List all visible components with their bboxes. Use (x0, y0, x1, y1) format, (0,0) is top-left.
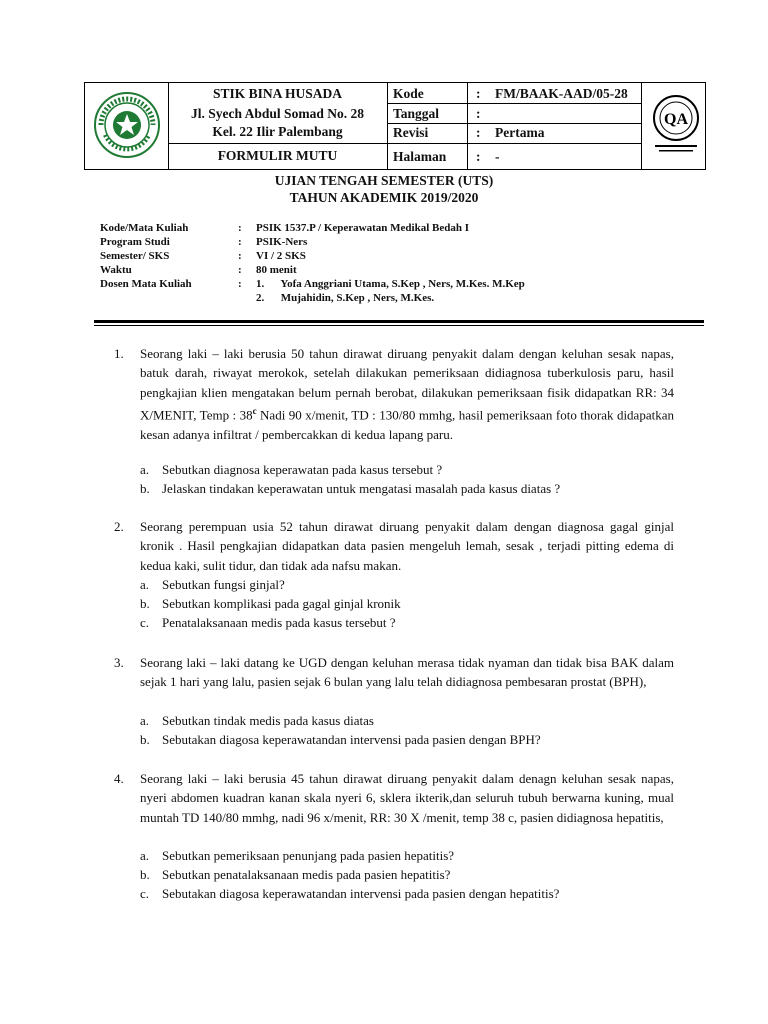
sub-question: a. Sebutkan fungsi ginjal? (140, 577, 285, 592)
info-label: Semester/ SKS (100, 250, 170, 262)
sub-question: c. Penatalaksanaan medis pada kasus tersebut ? (140, 615, 396, 630)
separator-thick (94, 320, 704, 323)
sub-question: b. Sebutkan komplikasi pada gagal ginjal kronik (140, 596, 401, 611)
question-1 (114, 344, 674, 504)
sub-question: b. Jelaskan tindakan keperawatan untuk mengatasi masalah pada kasus diatas ? (140, 481, 561, 496)
question-number: 1. (114, 346, 124, 361)
info-value: PSIK 1537.P / Keperawatan Medikal Bedah I (256, 222, 469, 234)
question-text: Seorang laki – laki datang ke UGD dengan keluhan merasa tidak nyaman dan tidak bisa BAK dalam sejak 1 hari yang lalu, pasien sejak 6 bulan yang lalu telah didiagnosa pembesaran prostat (BPH), (140, 655, 674, 690)
info-label: Program Studi (100, 236, 170, 248)
superscript: c (252, 405, 257, 416)
question-number: 2. (114, 519, 124, 534)
sub-question: c. Sebutakan diagosa keperawatandan intervensi pada pasien dengan hepatitis? (140, 886, 560, 901)
qa-quality-logo (651, 93, 701, 157)
meta-value-halaman: - (495, 149, 500, 164)
meta-label-halaman: Halaman (393, 149, 447, 164)
institution-address-line1: Jl. Syech Abdul Somad No. 28 (191, 106, 364, 121)
meta-label-revisi: Revisi (393, 125, 429, 140)
info-label: Waktu (100, 264, 132, 276)
svg-text:QA: QA (664, 111, 688, 128)
question-number: 3. (114, 655, 124, 670)
info-value: 1. Yofa Anggriani Utama, S.Kep , Ners, M.Kes. M.Kep (256, 278, 525, 290)
document-header-table (84, 82, 706, 170)
stik-bina-husada-logo (93, 91, 161, 159)
question-text: Seorang laki – laki berusia 45 tahun dirawat diruang penyakit dalam denagn keluhan sesak napas, nyeri abdomen kuadran kanan skala nyeri 6, sklera ikterik,dan seluruh tubuh berwarna kuning, mual muntah TD 140/80 mmhg, nadi 96 x/menit, RR: 30 X /menit, temp 38 c, pasien didiagnosa hepatitis, (140, 771, 674, 825)
header-divider (168, 143, 641, 144)
header-divider (641, 83, 642, 169)
meta-colon: : (476, 86, 481, 101)
meta-value-revisi: Pertama (495, 125, 545, 140)
header-divider (387, 123, 641, 124)
info-value: 80 menit (256, 264, 297, 276)
info-colon: : (238, 250, 242, 262)
sub-question: a. Sebutkan diagnosa keperawatan pada kasus tersebut ? (140, 462, 443, 477)
meta-colon: : (476, 106, 481, 121)
info-colon: : (238, 264, 242, 276)
institution-address-line2: Kel. 22 Ilir Palembang (212, 124, 343, 139)
question-text: Seorang laki – laki berusia 50 tahun dirawat diruang penyakit dalam dengan keluhan sesak napas, batuk darah, riwayat merokok, setelah dilakukan pemeriksaan didiagnosa tuberkulosis paru, hasil pengkajian klien mengatakan belum pernah berobat, dilakukan pemeriksaan fisik didapatkan RR: 34 X/MENIT, Temp : 38$^c$ Nadi 90 x/menit, TD : 130/80 mmhg, hasil pemeriksaan foto thorak didapatkan kesan adanya infiltrat / pembercakkan di kedua lapang paru. (140, 346, 674, 442)
sub-question: a. Sebutkan pemeriksaan penunjang pada pasien hepatitis? (140, 848, 455, 863)
sub-question: a. Sebutkan tindak medis pada kasus diatas (140, 713, 374, 728)
info-value: PSIK-Ners (256, 236, 308, 248)
question-text: Seorang perempuan usia 52 tahun dirawat diruang penyakit dalam dengan diagnosa gagal ginjal kronik . Hasil pengkajian didapatkan data pasien mengeluh lemah, sesak , terjadi pitting edema di kedua kaki, sulit tidur, dan tidak ada nafsu makan. (140, 519, 674, 573)
academic-year: TAHUN AKADEMIK 2019/2020 (289, 190, 479, 205)
institution-name: STIK BINA HUSADA (212, 86, 343, 101)
info-value: 2. Mujahidin, S.Kep , Ners, M.Kes. (256, 292, 435, 304)
info-label: Kode/Mata Kuliah (100, 222, 189, 234)
question-3 (114, 653, 674, 753)
meta-colon: : (476, 149, 481, 164)
meta-value-kode: FM/BAAK-AAD/05-28 (495, 86, 628, 101)
question-number: 4. (114, 771, 124, 786)
sub-question: b. Sebutakan diagosa keperawatandan intervensi pada pasien dengan BPH? (140, 732, 541, 747)
info-value: VI / 2 SKS (256, 250, 306, 262)
question-4 (114, 769, 674, 909)
info-label: Dosen Mata Kuliah (100, 278, 192, 290)
meta-label-kode: Kode (393, 86, 424, 101)
meta-label-tanggal: Tanggal (393, 106, 440, 121)
exam-title: UJIAN TENGAH SEMESTER (UTS) (274, 173, 494, 188)
header-divider (467, 83, 468, 169)
info-colon: : (238, 278, 242, 290)
header-divider (387, 103, 641, 104)
separator-thin (94, 325, 704, 326)
question-2 (114, 517, 674, 637)
meta-colon: : (476, 125, 481, 140)
form-type: FORMULIR MUTU (217, 148, 338, 163)
info-colon: : (238, 222, 242, 234)
sub-question: b. Sebutkan penatalaksanaan medis pada pasien hepatitis? (140, 867, 451, 882)
header-divider (387, 83, 388, 169)
info-colon: : (238, 236, 242, 248)
